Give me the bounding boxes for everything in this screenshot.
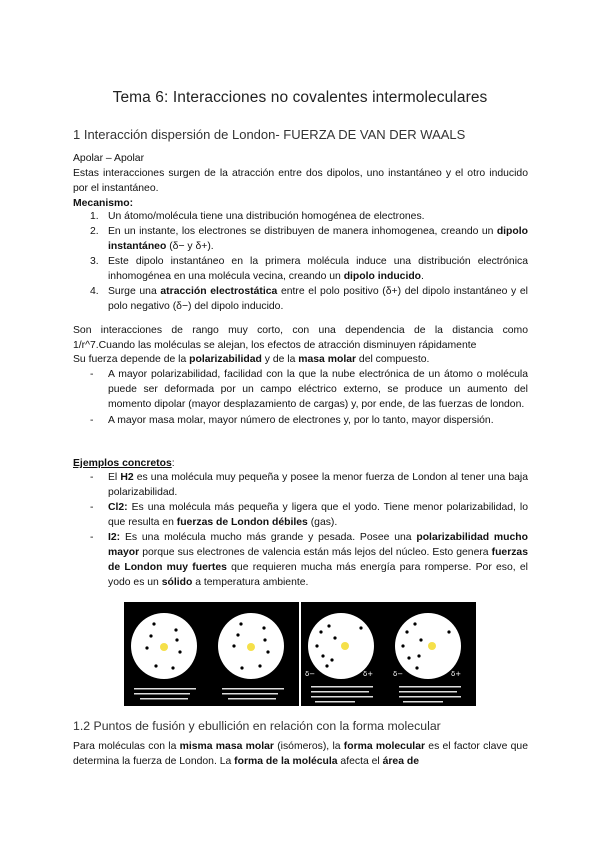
force-dependence: Su fuerza depende de la polarizabilidad y de la masa molar del compuesto. [73, 354, 430, 365]
step-2: 2. En un instante, los electrones se distribuyen de manera inhomogenea, creando un dipolo instantáneo (δ− y δ+). [90, 226, 528, 252]
section-heading-melting: 1.2 Puntos de fusión y ebullición en relación con la forma molecular [73, 719, 441, 733]
step-1: 1. Un átomo/molécula tiene una distribución homogénea de electrones. [90, 211, 425, 222]
range-text-line-2: 1/r^7.Cuando las moléculas se alejan, los efectos de atracción disminuyen rápidamente [73, 340, 477, 351]
range-text-line-1: Son interacciones de rango muy corto, con una dependencia de la distancia como [73, 325, 528, 336]
example-h2: - El H2 es una molécula muy pequeña y posee la menor fuerza de London al tener una baja polarizabilidad. [90, 472, 528, 498]
step-3: 3. Este dipolo instantáneo en la primera molécula induce una distribución electrónica inhomogénea en una molécula vecina, creando un dipolo inducido. [90, 256, 528, 282]
examples-label: Ejemplos concretos: [73, 458, 175, 469]
page-title: Tema 6: Interacciones no covalentes intermoleculares [112, 89, 488, 106]
figure-right-illustration [301, 602, 476, 706]
mechanism-steps [73, 209, 528, 314]
nucleus-2 [247, 643, 255, 651]
delta-minus-label-1: δ− [305, 670, 316, 678]
caption-lines-right [311, 686, 461, 703]
mechanism-label: Mecanismo: [73, 198, 134, 209]
examples-list [73, 470, 528, 590]
figure-left-illustration [124, 602, 299, 706]
subtitle-apolar: Apolar – Apolar [73, 153, 145, 164]
caption-lines-left [134, 688, 284, 700]
isomer-paragraph: Para moléculas con la misma masa molar (isómeros), la forma molecular es el factor clave que determina la fuerza de London. La forma de la molécula afecta el área de [73, 741, 528, 767]
intro-paragraph: Estas interacciones surgen de la atracción entre dos dipolos, uno instantáneo y el otro inducido por el instantáneo. [73, 168, 528, 194]
section-heading-london: 1 Interacción dispersión de London- FUERZA DE VAN DER WAALS [73, 127, 466, 142]
bullet-polarizability: - A mayor polarizabilidad, facilidad con la que la nube electrónica de un átomo o molécula puede ser deformada por un campo eléctrico externo, se produce un aumento del momento dipolar (mayor desplazamiento de cargas) y, por ende, de las fuerzas de london. [90, 369, 528, 410]
figure-panel-left [124, 602, 299, 706]
delta-minus-label-2: δ− [393, 670, 404, 678]
example-cl2: - Cl2: Es una molécula más pequeña y ligera que el yodo. Tiene menor polarizabilidad, lo que resulta en fuerzas de London débiles (gas). [90, 502, 528, 528]
nucleus-1 [160, 643, 168, 651]
bullet-molar-mass: - A mayor masa molar, mayor número de electrones y, por lo tanto, mayor dispersión. [90, 415, 494, 426]
london-dispersion-figure [124, 602, 476, 706]
step-4: 4. Surge una atracción electrostática entre el polo positivo (δ+) del dipolo instantáneo y el polo negativo (δ−) del dipolo inducido. [90, 286, 528, 312]
force-bullets [73, 367, 528, 428]
delta-plus-label-2: δ+ [451, 670, 462, 678]
nucleus-4 [428, 642, 436, 650]
figure-panel-right [301, 602, 476, 706]
example-i2: - I2: Es una molécula mucho más grande y pesada. Posee una polarizabilidad mucho mayor porque sus electrones de valencia están más lejos del núcleo. Esto genera fuerzas de London muy fuertes que requieren mucha más energía para romperse. Por eso, el yodo es un sólido a temperatura ambiente. [90, 532, 528, 588]
delta-plus-label-1: δ+ [363, 670, 374, 678]
nucleus-3 [341, 642, 349, 650]
